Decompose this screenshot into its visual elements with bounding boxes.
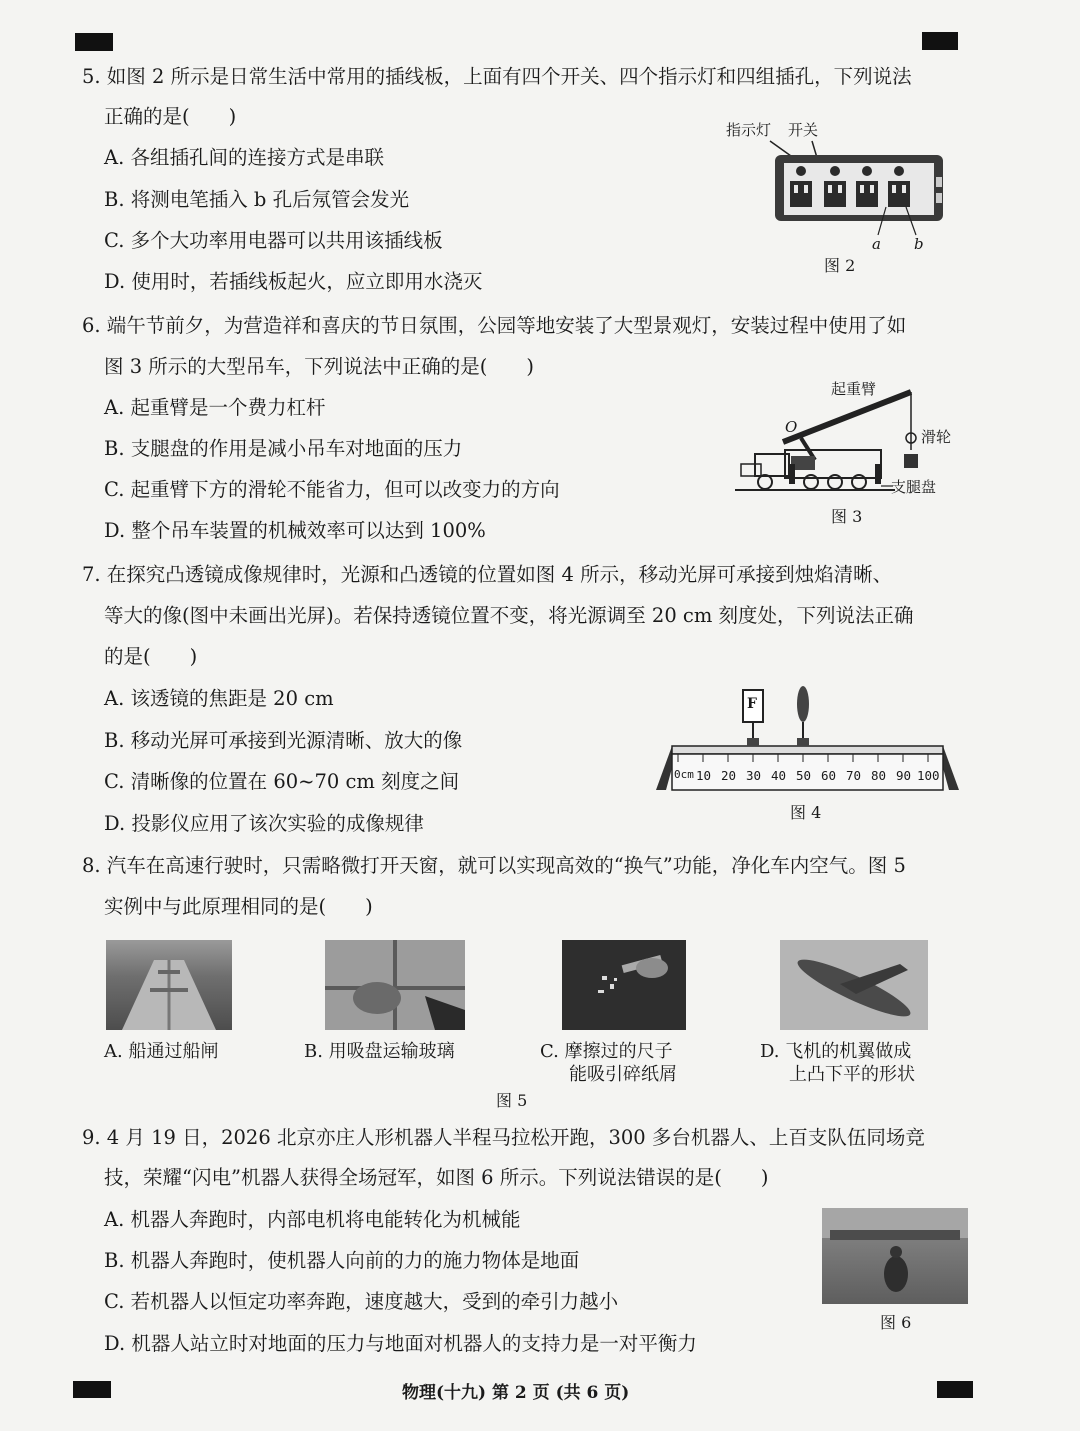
q5-option-a: A. 各组插孔间的连接方式是串联	[104, 146, 384, 169]
q7-stem-line3: 的是( )	[104, 645, 198, 668]
photo-ship-lock	[106, 940, 232, 1030]
q6-option-d: D. 整个吊车装置的机械效率可以达到 100%	[104, 519, 486, 542]
caption-b-line1: B. 用吸盘运输玻璃	[304, 1041, 455, 1062]
tick-50: 50	[796, 768, 812, 783]
corner-mark-bottom-right	[937, 1381, 973, 1398]
switch-label: 开关	[788, 121, 819, 139]
corner-mark-top-right	[922, 32, 958, 50]
photo-charged-ruler	[562, 940, 686, 1030]
tick-30: 30	[746, 768, 762, 783]
pivot-o-label: O	[785, 418, 798, 436]
page-footer: 物理(十九) 第 2 页 (共 6 页)	[402, 1383, 630, 1403]
hole-a-label: a	[872, 235, 881, 253]
caption-d-line1: D. 飞机的机翼做成	[760, 1041, 912, 1062]
q9-stem-line2: 技，荣耀“闪电”机器人获得全场冠军，如图 6 所示。下列说法错误的是( )	[104, 1166, 769, 1189]
photo-suction-cup	[325, 940, 465, 1030]
tick-70: 70	[846, 768, 862, 783]
ruler-unit: 0cm	[674, 768, 694, 781]
q5-option-d: D. 使用时，若插线板起火，应立即用水浇灭	[104, 270, 483, 293]
q6-stem-line1: 6. 端午节前夕，为营造祥和喜庆的节日氛围，公园等地安装了大型景观灯，安装过程中使用了如	[82, 314, 907, 337]
q7-stem-line2: 等大的像(图中未画出光屏)。若保持透镜位置不变，将光源调至 20 cm 刻度处，下列说法正确	[104, 604, 914, 627]
figure-3-caption: 图 3	[831, 507, 863, 526]
figure-4-caption: 图 4	[790, 803, 822, 822]
photo-robot-marathon	[822, 1208, 968, 1304]
q9-stem-line1: 9. 4 月 19 日，2026 北京亦庄人形机器人半程马拉松开跑，300 多台机器人、上百支队伍同场竞	[82, 1126, 925, 1149]
q5-stem-line2: 正确的是( )	[104, 105, 237, 128]
q6-option-c: C. 起重臂下方的滑轮不能省力，但可以改变力的方向	[104, 478, 560, 501]
figure-5-caption: 图 5	[496, 1091, 528, 1110]
caption-a-line1: A. 船通过船闸	[104, 1041, 219, 1062]
q7-option-c: C. 清晰像的位置在 60~70 cm 刻度之间	[104, 770, 460, 793]
q6-option-a: A. 起重臂是一个费力杠杆	[104, 396, 326, 419]
q6-stem-line2: 图 3 所示的大型吊车，下列说法中正确的是( )	[104, 355, 535, 378]
indicator-label: 指示灯	[726, 121, 772, 139]
q7-option-d: D. 投影仪应用了该次实验的成像规律	[104, 812, 424, 835]
q7-stem-line1: 7. 在探究凸透镜成像规律时，光源和凸透镜的位置如图 4 所示，移动光屏可承接到烛焰清晰、	[82, 563, 893, 586]
tick-80: 80	[871, 768, 887, 783]
q5-option-c: C. 多个大功率用电器可以共用该插线板	[104, 229, 443, 252]
q6-option-b: B. 支腿盘的作用是减小吊车对地面的压力	[104, 437, 463, 460]
corner-mark-bottom-left	[73, 1381, 111, 1398]
caption-c-line1: C. 摩擦过的尺子	[540, 1041, 673, 1062]
ruler-labels	[672, 768, 943, 784]
q7-option-b: B. 移动光屏可承接到光源清晰、放大的像	[104, 729, 463, 752]
tick-90: 90	[896, 768, 912, 783]
figure-6-caption: 图 6	[880, 1313, 912, 1332]
q9-option-d: D. 机器人站立时对地面的压力与地面对机器人的支持力是一对平衡力	[104, 1332, 697, 1355]
q9-option-b: B. 机器人奔跑时，使机器人向前的力的施力物体是地面	[104, 1249, 580, 1272]
figure-3-crane	[735, 370, 965, 530]
pulley-label: 滑轮	[921, 428, 952, 446]
q5-stem-line1: 5. 如图 2 所示是日常生活中常用的插线板，上面有四个开关、四个指示灯和四组插孔，下列说法	[82, 65, 912, 88]
q7-option-a: A. 该透镜的焦距是 20 cm	[104, 687, 334, 710]
figure-2-caption: 图 2	[824, 256, 856, 275]
q5-option-b: B. 将测电笔插入 b 孔后氖管会发光	[104, 188, 410, 211]
tick-40: 40	[771, 768, 787, 783]
q8-stem-line1: 8. 汽车在高速行驶时，只需略微打开天窗，就可以实现高效的“换气”功能，净化车内空气。图 5	[82, 854, 906, 877]
outrigger-label: 支腿盘	[891, 478, 937, 496]
photo-airplane	[780, 940, 928, 1030]
tick-100: 100	[917, 768, 940, 783]
figure-4-optical-bench	[650, 680, 965, 825]
caption-d-line2: 上凸下平的形状	[789, 1064, 915, 1085]
q9-option-c: C. 若机器人以恒定功率奔跑，速度越大，受到的牵引力越小	[104, 1290, 619, 1313]
corner-mark-top-left	[75, 33, 113, 51]
tick-60: 60	[821, 768, 837, 783]
hole-b-label: b	[914, 235, 924, 253]
light-source-letter: F	[747, 696, 757, 712]
boom-label: 起重臂	[831, 380, 877, 398]
tick-10: 10	[696, 768, 712, 783]
q8-stem-line2: 实例中与此原理相同的是( )	[104, 895, 373, 918]
tick-20: 20	[721, 768, 737, 783]
caption-c-line2: 能吸引碎纸屑	[569, 1064, 677, 1085]
q9-option-a: A. 机器人奔跑时，内部电机将电能转化为机械能	[104, 1208, 521, 1231]
figure-2-power-strip	[720, 115, 960, 280]
